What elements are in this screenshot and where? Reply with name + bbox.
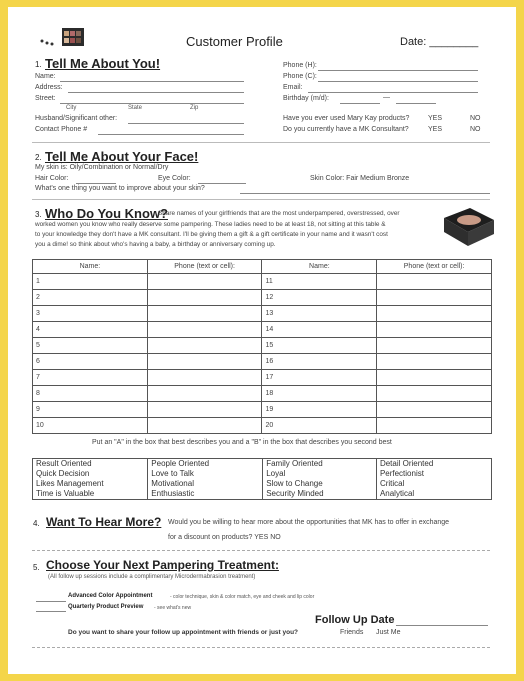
- phone-cell[interactable]: [147, 290, 262, 306]
- profile-form-page: [8, 7, 516, 674]
- street-label: Street:: [35, 95, 56, 102]
- table-row: [33, 370, 492, 386]
- table-row: [33, 354, 492, 370]
- column-header-phone: Phone (text or cell):: [147, 260, 262, 274]
- row-number[interactable]: 15: [262, 338, 377, 354]
- contact-phone-label: Contact Phone #: [35, 126, 88, 133]
- phone-cell[interactable]: [377, 338, 492, 354]
- personality-word: Love to Talk: [151, 469, 194, 478]
- state-label: State: [128, 105, 143, 111]
- phone-cell-label: Phone (C):: [283, 73, 317, 80]
- row-number[interactable]: 9: [33, 402, 148, 418]
- referral-table: [32, 259, 492, 434]
- name-field[interactable]: [60, 81, 244, 82]
- has-consultant-no[interactable]: NO: [470, 126, 481, 133]
- share-just-me-option[interactable]: Just Me: [376, 629, 401, 636]
- phone-cell[interactable]: [377, 354, 492, 370]
- personality-instruction: Put an "A" in the box that best describes you and a "B" in the box that describes you second best: [92, 439, 392, 446]
- compact-product-icon: [440, 206, 496, 253]
- section3-description-3: to your knowledge they don't have a MK consultant. I'll be giving them a gift & a gift certificate in your name and it wasn't cost: [35, 231, 388, 238]
- husband-label: Husband/Significant other:: [35, 115, 118, 122]
- personality-box[interactable]: [33, 459, 148, 500]
- row-number[interactable]: 13: [262, 306, 377, 322]
- row-number[interactable]: 7: [33, 370, 148, 386]
- city-label: City: [66, 105, 77, 111]
- section3-description-4: you a dime! so think about who's having a baby, a birthday or anniversary coming up.: [35, 241, 276, 248]
- date-field[interactable]: Date: ________: [400, 36, 479, 48]
- personality-word: Critical: [379, 479, 405, 488]
- table-row: [33, 306, 492, 322]
- personality-word: Quick Decision: [36, 469, 90, 478]
- personality-word: Loyal: [266, 469, 286, 478]
- table-row: [33, 386, 492, 402]
- row-number[interactable]: 14: [262, 322, 377, 338]
- skin-type-options[interactable]: My skin is: Oily/Combination or Normal/Dry: [35, 164, 169, 171]
- row-number[interactable]: 19: [262, 402, 377, 418]
- section5-title: Choose Your Next Pampering Treatment:: [46, 558, 279, 572]
- email-label: Email:: [283, 84, 303, 91]
- phone-cell[interactable]: [377, 386, 492, 402]
- row-number[interactable]: 17: [262, 370, 377, 386]
- phone-cell[interactable]: [377, 306, 492, 322]
- personality-word: Analytical: [379, 489, 415, 498]
- phone-cell[interactable]: [147, 274, 262, 290]
- phone-cell[interactable]: [377, 322, 492, 338]
- phone-cell[interactable]: [147, 322, 262, 338]
- phone-cell[interactable]: [147, 370, 262, 386]
- used-mk-no[interactable]: NO: [470, 115, 481, 122]
- personality-word: Family Oriented: [266, 459, 323, 468]
- personality-word: Time is Valuable: [36, 489, 95, 498]
- row-number[interactable]: 6: [33, 354, 148, 370]
- column-header-name: Name:: [262, 260, 377, 274]
- hair-color-label: Hair Color:: [35, 175, 69, 182]
- section1-number: 1.: [35, 60, 42, 69]
- used-mk-yes[interactable]: YES: [428, 115, 443, 122]
- phone-home-label: Phone (H):: [283, 62, 317, 69]
- email-field[interactable]: [308, 92, 478, 93]
- section5-bottom-border: [32, 647, 490, 648]
- skin-color-options[interactable]: Skin Color: Fair Medium Bronze: [310, 175, 410, 182]
- advanced-color-checkbox-line[interactable]: [36, 601, 66, 602]
- follow-up-field[interactable]: [396, 625, 488, 626]
- advanced-color-option[interactable]: Advanced Color Appointment: [68, 593, 153, 599]
- eye-color-field[interactable]: [198, 183, 246, 184]
- personality-word: Detail Oriented: [379, 459, 434, 468]
- section5-top-border: [32, 550, 490, 551]
- phone-home-field[interactable]: [318, 70, 478, 71]
- table-row: [33, 418, 492, 434]
- improve-field[interactable]: [240, 193, 490, 194]
- address-field[interactable]: [68, 92, 244, 93]
- address-label: Address:: [35, 84, 63, 91]
- row-number[interactable]: 4: [33, 322, 148, 338]
- personality-box[interactable]: [376, 459, 491, 500]
- row-number[interactable]: 18: [262, 386, 377, 402]
- column-header-name: Name:: [33, 260, 148, 274]
- compact-logo-icon: [62, 28, 84, 51]
- hair-color-field[interactable]: [76, 183, 116, 184]
- personality-box[interactable]: [263, 459, 377, 500]
- phone-cell[interactable]: [377, 402, 492, 418]
- quarterly-preview-desc: - see what's new: [154, 605, 192, 611]
- table-row: [33, 402, 492, 418]
- personality-word: Slow to Change: [266, 479, 323, 488]
- personality-word: Perfectionist: [379, 469, 424, 478]
- section5-number: 5.: [33, 563, 40, 572]
- opportunity-question-2[interactable]: for a discount on products? YES NO: [168, 534, 281, 541]
- phone-cell[interactable]: [147, 338, 262, 354]
- follow-up-label: Follow Up Date: [315, 614, 395, 626]
- page-title: Customer Profile: [186, 34, 283, 49]
- has-consultant-question: Do you currently have a MK Consultant?: [283, 126, 409, 133]
- personality-word: People Oriented: [151, 459, 210, 468]
- personality-word: Enthusiastic: [151, 489, 195, 498]
- section4-number: 4.: [33, 519, 40, 528]
- section2-title: Tell Me About Your Face!: [45, 149, 199, 164]
- personality-table: [32, 458, 492, 500]
- share-appointment-question: Do you want to share your follow up appointment with friends or just you?: [68, 629, 299, 636]
- name-label: Name:: [35, 73, 56, 80]
- birthday-year-field[interactable]: [396, 103, 436, 104]
- table-row: [33, 322, 492, 338]
- personality-word: Security Minded: [266, 489, 324, 498]
- personality-word: Likes Management: [36, 479, 104, 488]
- personality-word: Result Oriented: [36, 459, 92, 468]
- phone-cell[interactable]: [147, 418, 262, 434]
- quarterly-preview-checkbox-line[interactable]: [36, 611, 66, 612]
- phone-cell-field[interactable]: [318, 81, 478, 82]
- table-row: [33, 274, 492, 290]
- table-row: [33, 290, 492, 306]
- phone-cell[interactable]: [147, 306, 262, 322]
- section3-number: 3.: [35, 210, 42, 219]
- personality-word: Motivational: [151, 479, 194, 488]
- row-number[interactable]: 8: [33, 386, 148, 402]
- birthday-dash: —: [383, 94, 390, 101]
- section-divider: [32, 142, 490, 143]
- phone-cell[interactable]: [377, 418, 492, 434]
- share-friends-option[interactable]: Friends: [340, 629, 364, 636]
- row-number[interactable]: 16: [262, 354, 377, 370]
- advanced-color-desc: - color technique, skin & color match, eye and cheek and lip color: [170, 594, 315, 600]
- row-number[interactable]: 10: [33, 418, 148, 434]
- opportunity-question-1: Would you be willing to hear more about the opportunities that MK has to offer in exchange: [168, 519, 450, 526]
- zip-label: Zip: [190, 105, 199, 111]
- section2-number: 2.: [35, 153, 42, 162]
- column-header-phone: Phone (text or cell):: [377, 260, 492, 274]
- phone-cell[interactable]: [147, 402, 262, 418]
- row-number[interactable]: 12: [262, 290, 377, 306]
- section1-title: Tell Me About You!: [45, 56, 161, 71]
- birthday-label: Birthday (m/d):: [283, 95, 329, 102]
- section3-description-1: Share names of your girlfriends that are the most underpampered, overstressed, over: [158, 210, 400, 217]
- section5-subtitle: (All follow up sessions include a complimentary Microdermabrasion treatment): [48, 574, 256, 580]
- table-row: [33, 338, 492, 354]
- row-number[interactable]: 3: [33, 306, 148, 322]
- phone-cell[interactable]: [377, 290, 492, 306]
- contact-phone-field[interactable]: [98, 134, 244, 135]
- section3-description-2: worked women you know who really deserve some pampering. These ladies need to be at least 18, not sitting at this table &: [35, 221, 386, 228]
- has-consultant-yes[interactable]: YES: [428, 126, 443, 133]
- husband-field[interactable]: [128, 123, 244, 124]
- personality-box[interactable]: [148, 459, 263, 500]
- section4-title: Want To Hear More?: [46, 515, 162, 529]
- row-number[interactable]: 2: [33, 290, 148, 306]
- row-number[interactable]: 5: [33, 338, 148, 354]
- street-field[interactable]: [60, 103, 244, 104]
- row-number[interactable]: 20: [262, 418, 377, 434]
- section3-title: Who Do You Know?: [45, 206, 168, 221]
- quarterly-preview-option[interactable]: Quarterly Product Preview: [68, 604, 144, 610]
- eye-color-label: Eye Color:: [158, 175, 191, 182]
- row-number[interactable]: 1: [33, 274, 148, 290]
- logo-dots-icon: [40, 35, 60, 53]
- used-mk-question: Have you ever used Mary Kay products?: [283, 115, 410, 122]
- birthday-field[interactable]: [340, 103, 380, 104]
- phone-cell[interactable]: [377, 370, 492, 386]
- improve-question: What's one thing you want to improve about your skin?: [35, 185, 205, 192]
- section-divider: [32, 199, 490, 200]
- phone-cell[interactable]: [377, 274, 492, 290]
- row-number[interactable]: 11: [262, 274, 377, 290]
- phone-cell[interactable]: [147, 354, 262, 370]
- phone-cell[interactable]: [147, 386, 262, 402]
